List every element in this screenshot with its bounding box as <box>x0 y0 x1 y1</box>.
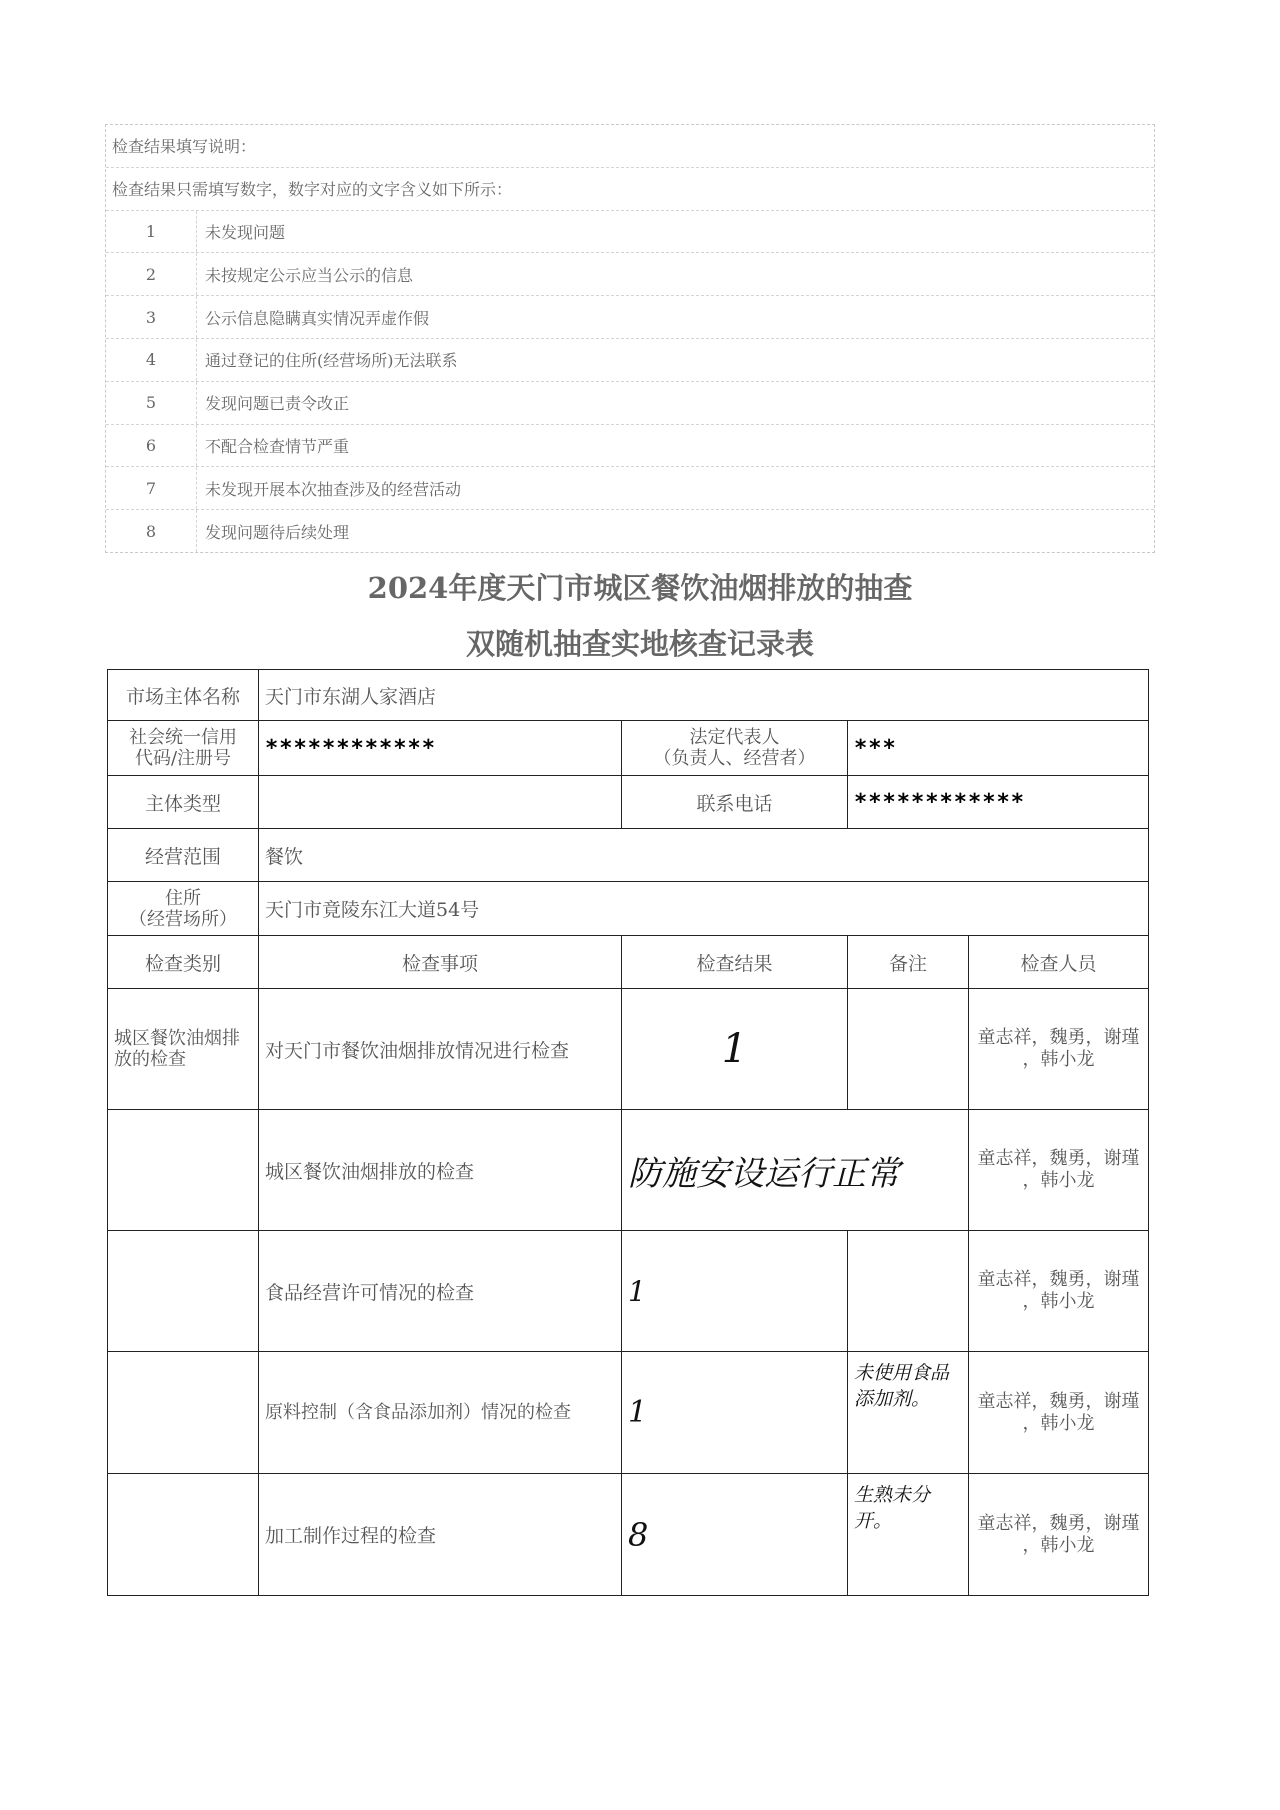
legend-instruction <box>106 168 1154 211</box>
legend-text: 未发现问题 <box>205 222 286 242</box>
row-inspectors-line1: 童志祥，魏勇，谢瑾 <box>977 1512 1140 1534</box>
header-note: 备注 <box>848 936 969 989</box>
legend-text: 不配合检查情节严重 <box>205 436 350 456</box>
credit-code-label <box>108 721 259 776</box>
legend-item <box>106 211 1154 254</box>
header-inspectors: 检查人员 <box>969 936 1149 989</box>
row-note <box>848 1352 969 1474</box>
row-inspectors-line2: ，韩小龙 <box>1022 1170 1095 1191</box>
header-category: 检查类别 <box>108 936 259 989</box>
row-result <box>622 1110 969 1231</box>
row-category <box>108 1110 259 1231</box>
row-result-handwritten: 1 <box>628 1274 646 1308</box>
legal-rep-label-line1: 法定代表人 <box>689 727 780 748</box>
legend-num: 8 <box>106 510 197 552</box>
row-result-handwritten: 1 <box>628 1395 648 1430</box>
address-value: 天门市竟陵东江大道54号 <box>259 882 1149 936</box>
row-inspectors <box>969 1352 1149 1474</box>
legend-item <box>106 510 1154 552</box>
legend-text: 未按规定公示应当公示的信息 <box>205 265 414 285</box>
legend-text: 未发现开展本次抽查涉及的经营活动 <box>205 479 462 499</box>
legal-rep-masked: *** <box>854 735 897 761</box>
legend-text: 发现问题待后续处理 <box>205 522 350 542</box>
phone-label: 联系电话 <box>622 776 848 829</box>
row-result-handwritten: 防施安设运行正常 <box>628 1153 900 1194</box>
row-inspectors <box>969 1474 1149 1596</box>
row-note <box>848 989 969 1110</box>
legend-num: 4 <box>106 339 197 381</box>
entity-name-label: 市场主体名称 <box>108 670 259 721</box>
row-result <box>622 1474 848 1596</box>
entity-type-row <box>108 776 1149 829</box>
row-result <box>622 1231 848 1352</box>
entity-name-row <box>108 670 1149 721</box>
legend-item <box>106 296 1154 339</box>
row-inspectors-line2: ，韩小龙 <box>1022 1291 1095 1312</box>
legend-item <box>106 467 1154 510</box>
legal-rep-label <box>622 721 848 776</box>
document-subtitle: 双随机抽查实地核查记录表 <box>465 627 814 661</box>
row-inspectors <box>969 989 1149 1110</box>
row-category <box>108 1231 259 1352</box>
phone-masked: ************ <box>854 789 1025 815</box>
legend-num: 2 <box>106 253 197 295</box>
row-item: 原料控制（含食品添加剂）情况的检查 <box>259 1352 622 1474</box>
legend-item <box>106 253 1154 296</box>
row-result-handwritten: 8 <box>628 1515 649 1554</box>
legend-text: 发现问题已责令改正 <box>205 394 350 414</box>
legend-item <box>106 382 1154 425</box>
address-label-line1: 住所 <box>165 887 201 909</box>
inspection-row <box>108 1110 1149 1231</box>
legal-rep-value <box>848 721 1149 776</box>
row-item: 加工制作过程的检查 <box>259 1474 622 1596</box>
inspection-row <box>108 989 1149 1110</box>
row-item: 对天门市餐饮油烟排放情况进行检查 <box>259 989 622 1110</box>
legend-heading <box>106 125 1154 168</box>
row-inspectors-line1: 童志祥，魏勇，谢瑾 <box>977 1027 1140 1048</box>
address-row <box>108 882 1149 936</box>
inspection-row <box>108 1474 1149 1596</box>
row-inspectors-line1: 童志祥，魏勇，谢瑾 <box>977 1269 1140 1290</box>
row-note <box>848 1231 969 1352</box>
row-result <box>622 989 848 1110</box>
legend-heading-text: 检查结果填写说明： <box>112 137 257 157</box>
inspection-row <box>108 1352 1149 1474</box>
header-result: 检查结果 <box>622 936 848 989</box>
address-label-line2: （经营场所） <box>129 908 237 930</box>
header-item: 检查事项 <box>259 936 622 989</box>
row-category: 城区餐饮油烟排放的检查 <box>108 989 259 1110</box>
row-inspectors-line2: ，韩小龙 <box>1022 1412 1095 1434</box>
row-note-handwritten: 生熟未分开。 <box>854 1484 931 1532</box>
legend-num: 6 <box>106 425 197 467</box>
inspection-record-table <box>107 669 1149 1596</box>
legend-text: 通过登记的住所(经营场所)无法联系 <box>205 351 458 371</box>
inspection-row <box>108 1231 1149 1352</box>
result-legend <box>105 124 1155 553</box>
entity-type-label: 主体类型 <box>108 776 259 829</box>
scope-label: 经营范围 <box>108 829 259 882</box>
row-note <box>848 1474 969 1596</box>
row-category <box>108 1474 259 1596</box>
legend-item <box>106 425 1154 468</box>
row-category <box>108 1352 259 1474</box>
scope-value: 餐饮 <box>259 829 1149 882</box>
row-inspectors-line2: ，韩小龙 <box>1022 1534 1095 1556</box>
legend-num: 1 <box>106 211 197 253</box>
credit-code-row <box>108 721 1149 776</box>
row-inspectors <box>969 1110 1149 1231</box>
row-note-handwritten: 未使用食品添加剂。 <box>854 1362 950 1410</box>
legend-text: 公示信息隐瞒真实情况弄虚作假 <box>205 308 430 328</box>
legend-num: 5 <box>106 382 197 424</box>
credit-code-label-line1: 社会统一信用 <box>129 727 237 748</box>
scope-row <box>108 829 1149 882</box>
row-inspectors-line1: 童志祥，魏勇，谢瑾 <box>977 1390 1140 1412</box>
document-title: 2024年度天门市城区餐饮油烟排放的抽查 <box>367 571 913 605</box>
entity-type-value <box>259 776 622 829</box>
row-inspectors-line2: ，韩小龙 <box>1022 1049 1095 1070</box>
entity-name-value: 天门市东湖人家酒店 <box>259 670 1149 721</box>
legend-num: 7 <box>106 467 197 509</box>
row-result <box>622 1352 848 1474</box>
row-inspectors-line1: 童志祥，魏勇，谢瑾 <box>977 1148 1140 1169</box>
header-row <box>108 936 1149 989</box>
row-item: 城区餐饮油烟排放的检查 <box>259 1110 622 1231</box>
legend-instruction-text: 检查结果只需填写数字，数字对应的文字含义如下所示： <box>112 180 513 200</box>
legend-num: 3 <box>106 296 197 338</box>
legal-rep-label-line2: （负责人、经营者） <box>653 748 816 769</box>
row-inspectors <box>969 1231 1149 1352</box>
row-item: 食品经营许可情况的检查 <box>259 1231 622 1352</box>
credit-code-value <box>259 721 622 776</box>
phone-value <box>848 776 1149 829</box>
address-label <box>108 882 259 936</box>
row-result-handwritten: 1 <box>721 1026 748 1072</box>
credit-code-masked: ************ <box>265 735 436 761</box>
credit-code-label-line2: 代码/注册号 <box>134 748 232 769</box>
legend-item <box>106 339 1154 382</box>
